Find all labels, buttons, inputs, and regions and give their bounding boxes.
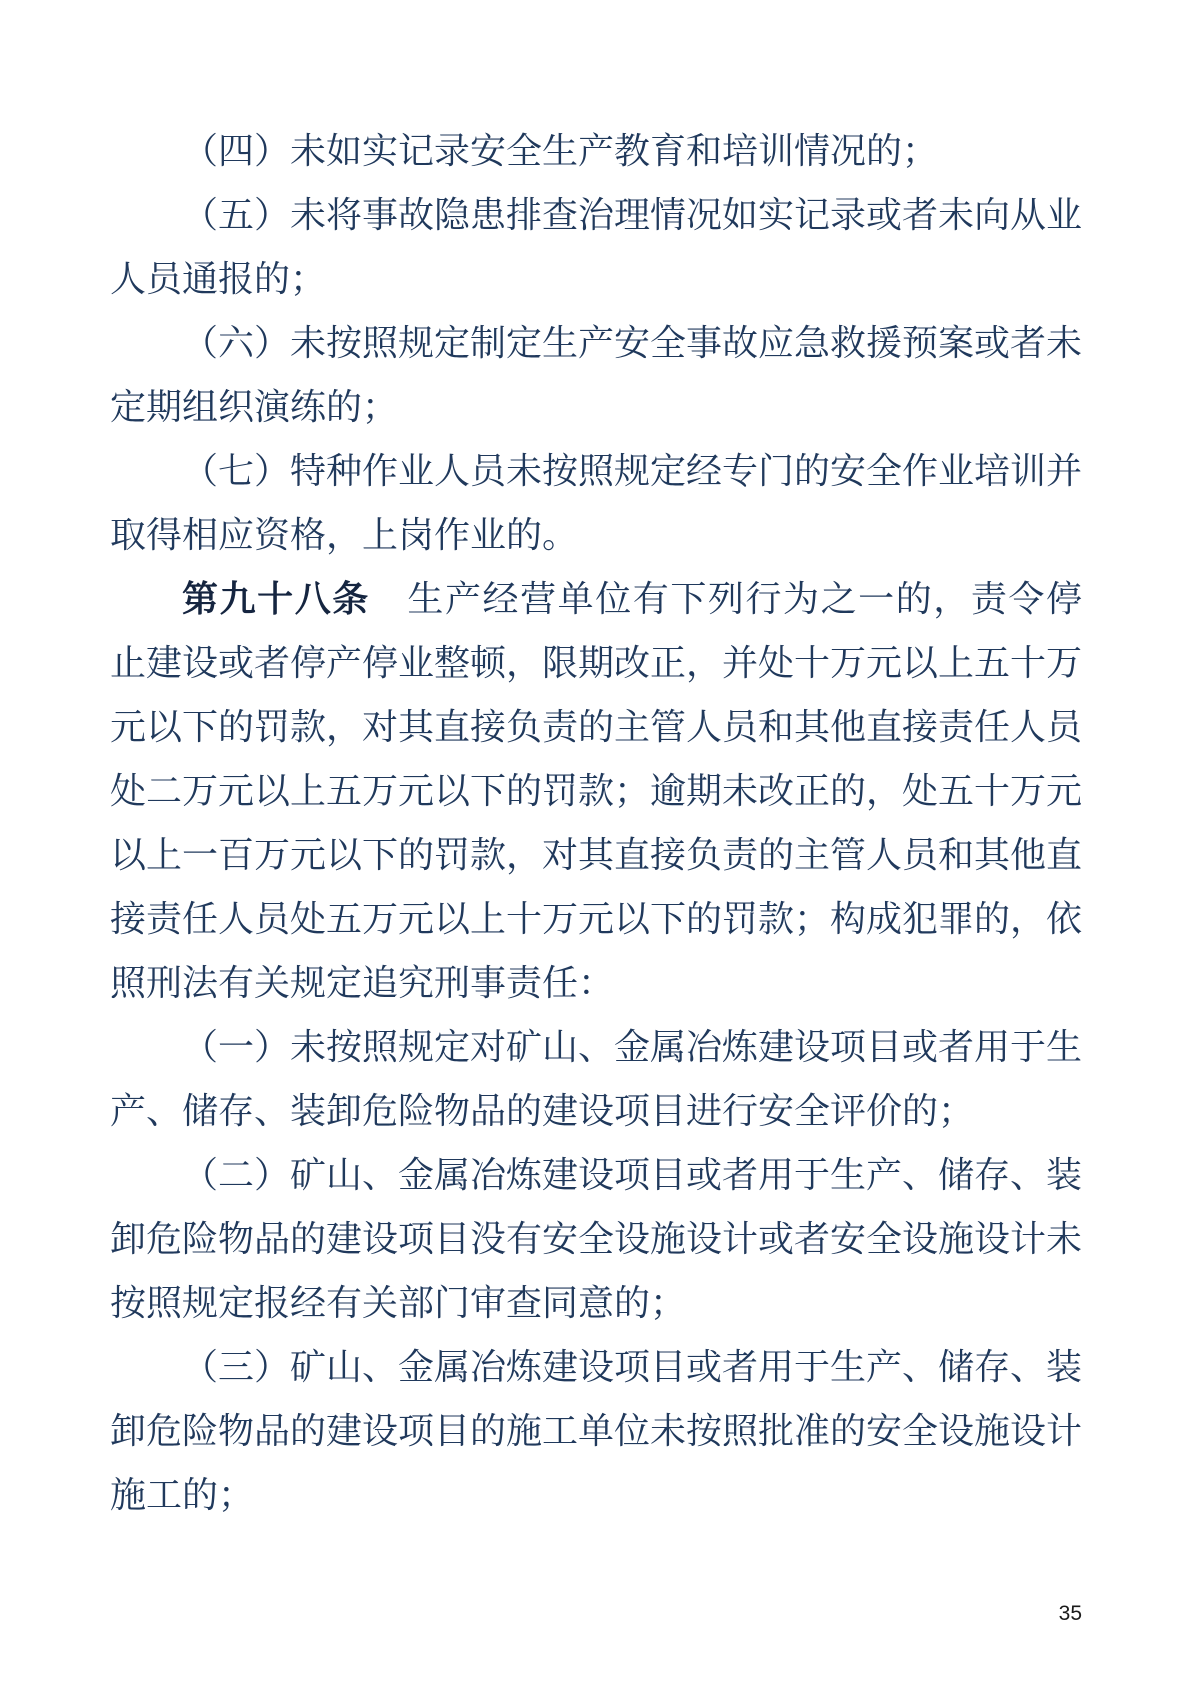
article-98-text: 生产经营单位有下列行为之一的，责令停止建设或者停产停业整顿，限期改正，并处十万元以上五十万元以下的罚款，对其直接负责的主管人员和其他直接责任人员处二万元以上五万元以下的罚款；逾期未改正的，处五十万元以上一百万元以下的罚款，对其直接负责的主管人员和其他直接责任人员处五万元以上十万元以下的罚款；构成犯罪的，依照刑法有关规定追究刑事责任： xyxy=(110,579,1083,1003)
article-98-paragraph xyxy=(110,567,1082,1015)
subclause-item-1: （一）未按照规定对矿山、金属冶炼建设项目或者用于生产、储存、装卸危险物品的建设项目进行安全评价的； xyxy=(110,1027,1083,1131)
subclause-item-2: （二）矿山、金属冶炼建设项目或者用于生产、储存、装卸危险物品的建设项目没有安全设施设计或者安全设施设计未按照规定报经有关部门审查同意的； xyxy=(110,1155,1083,1323)
article-98-number: 第九十八条 xyxy=(182,579,370,619)
clause-item-6: （六）未按照规定制定生产安全事故应急救援预案或者未定期组织演练的； xyxy=(110,323,1083,427)
clause-item-4: （四）未如实记录安全生产教育和培训情况的； xyxy=(182,131,939,171)
clause-item-5: （五）未将事故隐患排查治理情况如实记录或者未向从业人员通报的； xyxy=(110,195,1083,299)
clause-item-7: （七）特种作业人员未按照规定经专门的安全作业培训并取得相应资格，上岗作业的。 xyxy=(110,451,1083,555)
subclause-item-3: （三）矿山、金属冶炼建设项目或者用于生产、储存、装卸危险物品的建设项目的施工单位未按照批准的安全设施设计施工的； xyxy=(110,1347,1083,1515)
law-text-body xyxy=(110,119,1082,1527)
page-number: 35 xyxy=(1058,1602,1082,1625)
